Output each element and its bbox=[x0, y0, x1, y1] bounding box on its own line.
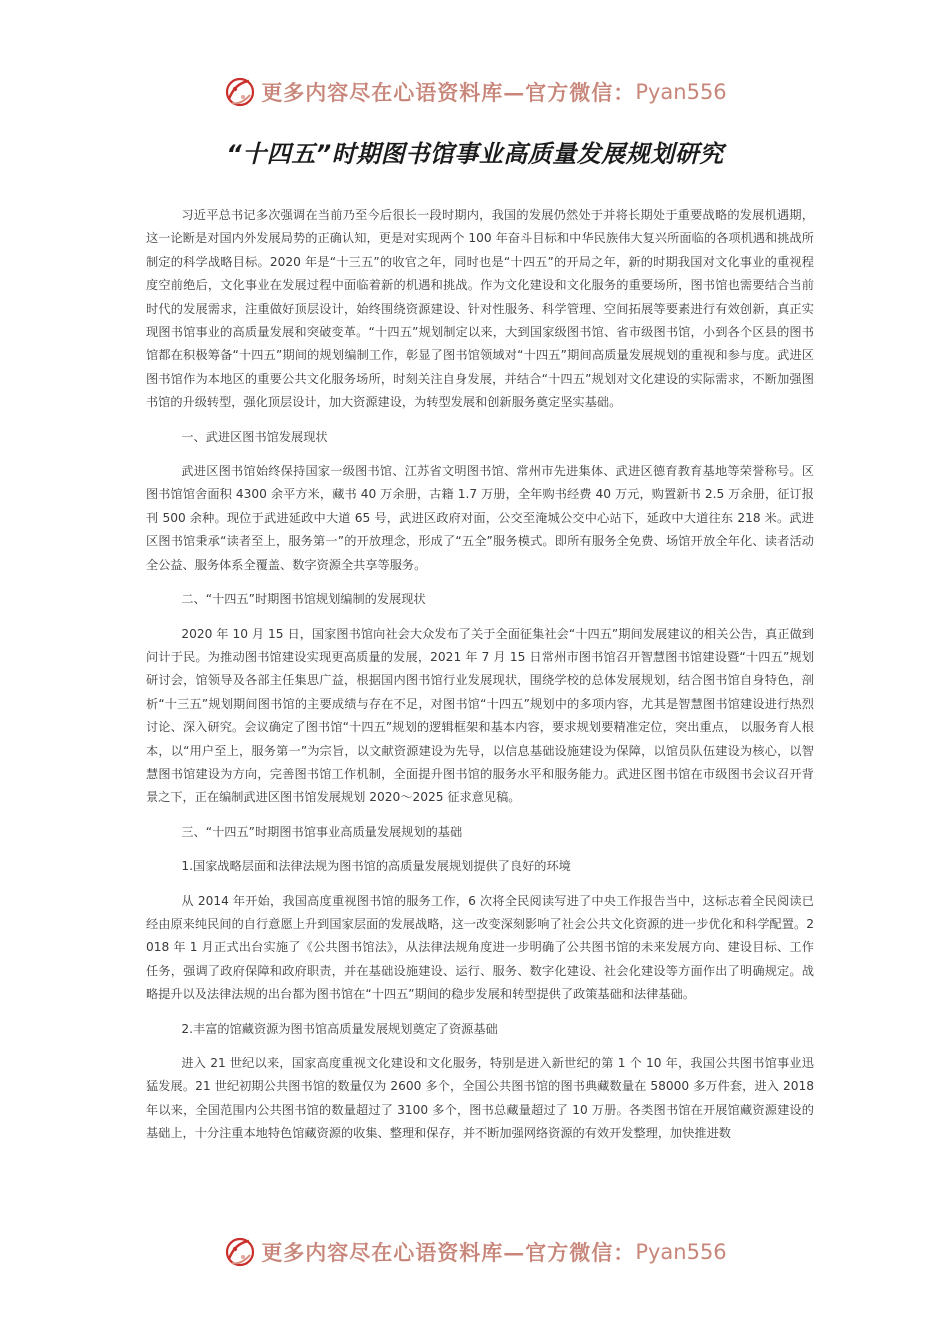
section-heading-3: 三、“十四五”时期图书馆事业高质量发展规划的基础 bbox=[181, 824, 463, 839]
footer-banner bbox=[0, 1232, 950, 1272]
wreath-logo-icon bbox=[223, 1235, 257, 1269]
wreath-logo-icon bbox=[223, 75, 257, 109]
banner-handle: Pyan556 bbox=[635, 80, 727, 104]
document-body bbox=[146, 204, 814, 1146]
paragraph-planning-status: 2020 年 10 月 15 日，国家图书馆向社会大众发布了关于全面征集社会“十四五”期间发展建议的相关公告，真正做到问计于民。为推动图书馆建设实现更高质量的发展，2021 年 7 月 15 日常州市图书馆召开智慧图书馆建设暨“十四五”规划研讨会，馆领导及各部主任集思广益，根据国内图书馆行业发展现状，围绕学校的总体发展规划，结合图书馆自身特色，剖析“十三五”规划期间图书馆的主要成绩与存在不足，对图书馆“十四五”规划中的多项内容，尤其是智慧图书馆建设进行热烈讨论、深入研究。会议确定了图书馆“十四五”规划的逻辑框架和基本内容，要求规划要精准定位，突出重点， 以服务育人根本，以“用户至上，服务第一”为宗旨，以文献资源建设为先导，以信息基础设施建设为保障，以馆员队伍建设为核心，以智慧图书馆建设为方向，完善图书馆工作机制，全面提升图书馆的服务水平和服务能力。武进区图书馆在市级图书会议召开背景之下，正在编制武进区图书馆发展规划 2020～2025 征求意见稿。 bbox=[146, 626, 814, 805]
paragraph-policy-law: 从 2014 年开始，我国高度重视图书馆的服务工作，6 次将全民阅读写进了中央工作报告当中，这标志着全民阅读已经由原来纯民间的自行意愿上升到国家层面的发展战略，这一改变深刻影响了社会公共文化资源的进一步优化和科学配置。2018 年 1 月正式出台实施了《公共图书馆法》，从法律法规角度进一步明确了公共图书馆的未来发展方向、建设目标、工作任务，强调了政府保障和政府职责，并在基础设施建设、运行、服务、数字化建设、社会化建设等方面作出了明确规定。战略提升以及法律法规的出台都为图书馆在“十四五”期间的稳步发展和转型提供了政策基础和法律基础。 bbox=[146, 893, 814, 1002]
header-banner bbox=[0, 72, 950, 112]
banner-handle: Pyan556 bbox=[635, 1240, 727, 1264]
paragraph-collection-resources: 进入 21 世纪以来，国家高度重视文化建设和文化服务，特别是进入新世纪的第 1 个 10 年，我国公共图书馆事业迅猛发展。21 世纪初期公共图书馆的数量仅为 2600 多个，全国公共图书馆的图书典藏数量在 58000 多万件套，进入 2018 年以来，全国范围内公共图书馆的数量超过了 3100 多个，图书总藏量超过了 10 万册。各类图书馆在开展馆藏资源建设的基础上，十分注重本地特色馆藏资源的收集、整理和保存，并不断加强网络资源的有效开发整理，加快推进数 bbox=[146, 1056, 814, 1141]
section-heading-2: 二、“十四五”时期图书馆规划编制的发展现状 bbox=[181, 592, 426, 607]
paragraph-intro: 习近平总书记多次强调在当前乃至今后很长一段时期内，我国的发展仍然处于并将长期处于重要战略的发展机遇期，这一论断是对国内外发展局势的正确认知，更是对实现两个 100 年奋斗目标和中华民族伟大复兴所面临的各项机遇和挑战所制定的科学战略目标。2020 年是“十三五”的收官之年，同时也是“十四五”的开局之年，新的时期我国对文化事业的重视程度空前绝后，文化事业在发展过程中面临着新的机遇和挑战。作为文化建设和文化服务的重要场所，图书馆也需要结合当前时代的发展需求，注重做好顶层设计，始终围绕资源建设、针对性服务、科学管理、空间拓展等要素进行有效创新，真正实现图书馆事业的高质量发展和突破变革。“十四五”规划制定以来，大到国家级图书馆、省市级图书馆，小到各个区县的图书馆都在积极筹备“十四五”期间的规划编制工作，彰显了图书馆领域对“十四五”期间高质量发展规划的重视和参与度。武进区图书馆作为本地区的重要公共文化服务场所，时刻关注自身发展，并结合“十四五”规划对文化建设的实际需求，不断加强图书馆的升级转型，强化顶层设计，加大资源建设，为转型发展和创新服务奠定坚实基础。 bbox=[146, 208, 814, 410]
paragraph-library-status: 武进区图书馆始终保持国家一级图书馆、江苏省文明图书馆、常州市先进集体、武进区德育教育基地等荣誉称号。区图书馆馆舍面积 4300 余平方米，藏书 40 万余册，古籍 1.7 万册，全年购书经费 40 万元，购置新书 2.5 万余册，征订报刊 500 余种。现位于武进延政中大道 65 号，武进区政府对面，公交至淹城公交中心站下，延政中大道往东 218 米。武进区图书馆秉承“读者至上，服务第一”的开放理念，形成了“五全”服务模式。即所有服务全免费、场馆开放全年化、读者活动全公益、服务体系全覆盖、数字资源全共享等服务。 bbox=[146, 464, 814, 572]
subsection-heading-1: 1.国家战略层面和法律法规为图书馆的高质量发展规划提供了良好的环境 bbox=[181, 859, 571, 874]
subsection-heading-2: 2.丰富的馆藏资源为图书馆高质量发展规划奠定了资源基础 bbox=[181, 1021, 498, 1036]
document-title: “十四五”时期图书馆事业高质量发展规划研究 bbox=[226, 140, 724, 168]
banner-text: 更多内容尽在心语资料库—官方微信： bbox=[261, 80, 636, 105]
section-heading-1: 一、武进区图书馆发展现状 bbox=[181, 429, 328, 444]
banner-text: 更多内容尽在心语资料库—官方微信： bbox=[261, 1240, 636, 1265]
